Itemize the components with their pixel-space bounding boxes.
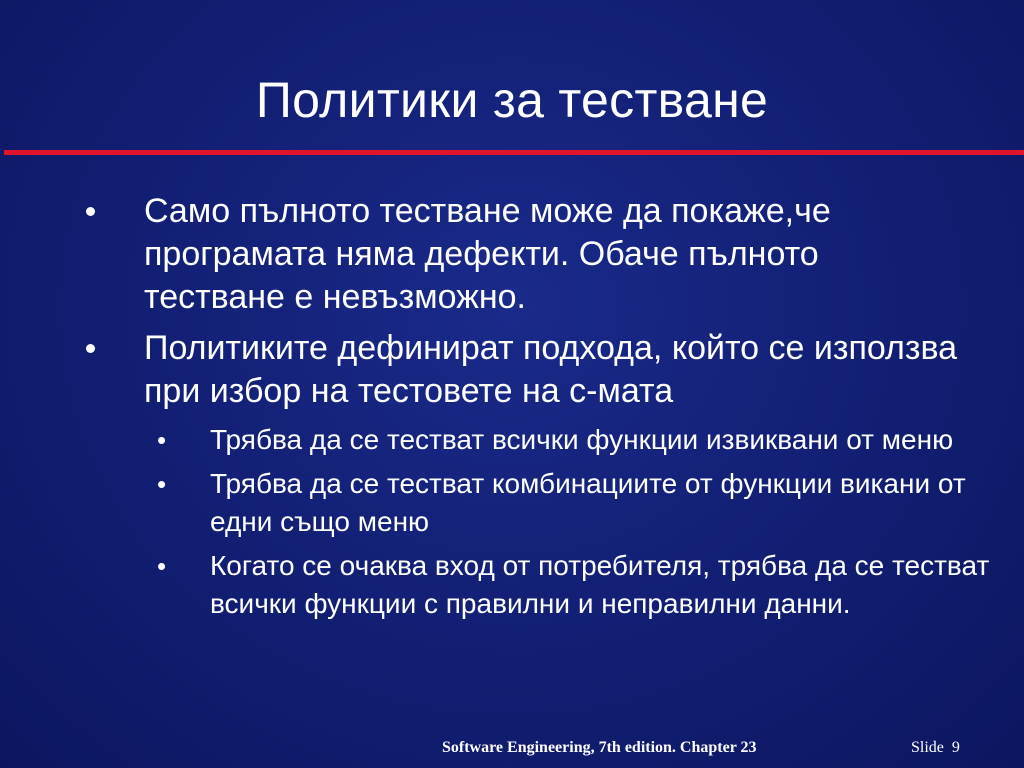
- footer-slide-number: [911, 738, 960, 758]
- bullet-text: Само пълното тестване може да покаже,че програмата няма дефекти. Обаче пълното тестване е невъзможно.: [144, 192, 831, 316]
- slide-title: Политики за тестване: [255, 72, 769, 128]
- sub-bullet-item: [0, 547, 990, 623]
- bullet-text: Политиките дефинират подхода, който се използва при избор на тестовете на с-мата: [144, 329, 958, 410]
- sub-bullet-dot-icon: •: [157, 469, 167, 499]
- sub-bullet-list: [0, 421, 1024, 623]
- bullet-dot-icon: [86, 207, 95, 216]
- sub-bullet-group: [0, 421, 1024, 623]
- footer-book-title: Software Engineering, 7th edition. Chapter 23: [442, 739, 757, 756]
- sub-bullet-text: Трябва да се тестват комбинациите от функции викани от едни също меню: [210, 468, 966, 537]
- slide-label: Slide: [911, 739, 944, 756]
- title-divider: [4, 150, 1024, 155]
- sub-bullet-text: Когато се очаква вход от потребителя, трябва да се тестват всички функции с правилни и неправилни данни.: [210, 550, 990, 619]
- sub-bullet-dot-icon: •: [157, 551, 167, 581]
- sub-bullet-dot-icon: •: [157, 425, 167, 455]
- bullet-list: [0, 190, 1024, 629]
- sub-bullet-item: [0, 421, 990, 459]
- sub-bullet-item: [0, 465, 990, 541]
- bullet-item: [0, 190, 964, 319]
- slide-number: 9: [951, 739, 960, 756]
- sub-bullet-text: Трябва да се тестват всички функции извиквани от меню: [210, 424, 954, 455]
- bullet-dot-icon: [86, 344, 95, 353]
- bullet-item: [0, 327, 964, 413]
